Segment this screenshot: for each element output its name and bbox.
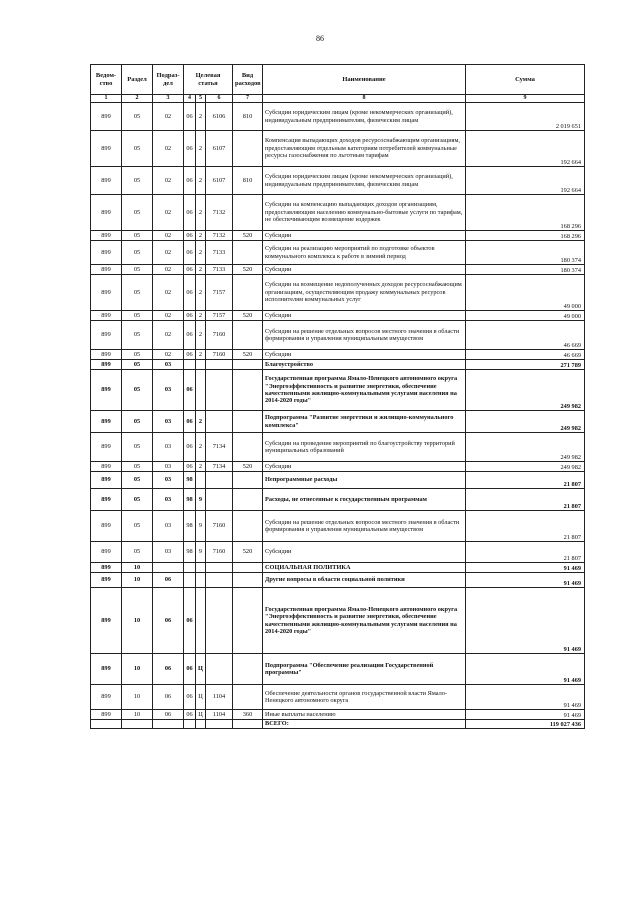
table-cell-target-subprogram: 9	[196, 542, 206, 563]
table-cell-expense-type	[233, 685, 263, 710]
table-cell-target-subprogram	[196, 588, 206, 654]
table-cell-target-subprogram	[196, 472, 206, 489]
table-cell-ved: 899	[91, 321, 122, 350]
table-row	[91, 588, 585, 654]
table-cell-name: Субсидии	[263, 462, 466, 472]
table-cell-target-code: 7133	[206, 265, 233, 275]
table-cell-target-subprogram	[196, 563, 206, 573]
table-cell-sum: 91 469	[466, 573, 585, 588]
table-cell-razdel: 10	[122, 710, 153, 720]
table-cell-target-program: 06	[184, 433, 196, 462]
table-cell-target-code	[206, 654, 233, 685]
table-cell-target-subprogram: 2	[196, 103, 206, 131]
table-cell-target-subprogram: 2	[196, 311, 206, 321]
table-cell-name: Субсидии	[263, 265, 466, 275]
table-cell-target-program: 06	[184, 195, 196, 231]
table-cell-target-program: 06	[184, 411, 196, 433]
table-cell-razdel: 05	[122, 103, 153, 131]
table-row	[91, 370, 585, 411]
table-cell-target-subprogram	[196, 360, 206, 370]
table-cell-sum: 21 807	[466, 489, 585, 511]
table-cell-razdel: 05	[122, 433, 153, 462]
table-cell-target-program: 06	[184, 131, 196, 167]
table-cell-razdel: 05	[122, 360, 153, 370]
table-cell-podrazdel: 06	[153, 685, 184, 710]
table-cell-razdel: 05	[122, 511, 153, 542]
table-cell-razdel: 05	[122, 275, 153, 311]
table-cell-ved: 899	[91, 511, 122, 542]
table-cell-ved: 899	[91, 195, 122, 231]
table-body	[91, 103, 585, 720]
table-cell-expense-type	[233, 511, 263, 542]
table-cell-target-code	[206, 573, 233, 588]
table-cell-name: Подпрограмма "Обеспечение реализации Государственной программы"	[263, 654, 466, 685]
table-cell-ved: 899	[91, 472, 122, 489]
header-name: Наименование	[263, 65, 466, 95]
table-row	[91, 472, 585, 489]
table-cell-expense-type: 520	[233, 462, 263, 472]
table-cell-expense-type	[233, 573, 263, 588]
table-cell-razdel: 05	[122, 241, 153, 265]
table-cell-name: Другие вопросы в области социальной политики	[263, 573, 466, 588]
table-cell-target-program: 06	[184, 654, 196, 685]
total-label: ВСЕГО:	[263, 720, 466, 729]
table-cell-razdel: 05	[122, 231, 153, 241]
table-cell-target-program: 98	[184, 542, 196, 563]
table-cell-target-code: 7134	[206, 433, 233, 462]
table-row	[91, 275, 585, 311]
table-cell-target-subprogram: 2	[196, 462, 206, 472]
header-target: Целевая статья	[184, 65, 233, 95]
table-cell-name: Расходы, не отнесенные к государственным программам	[263, 489, 466, 511]
table-cell-ved: 899	[91, 231, 122, 241]
table-row	[91, 241, 585, 265]
table-cell-sum: 2 019 651	[466, 103, 585, 131]
table-cell-target-subprogram: Ц	[196, 654, 206, 685]
table-cell-ved: 899	[91, 275, 122, 311]
table-cell-ved: 899	[91, 350, 122, 360]
table-cell-name: Благоустройство	[263, 360, 466, 370]
table-cell-expense-type: 360	[233, 710, 263, 720]
table-cell-target-code: 7157	[206, 275, 233, 311]
table-cell-sum: 49 000	[466, 275, 585, 311]
table-cell-ved: 899	[91, 563, 122, 573]
table-cell-name: Иные выплаты населению	[263, 710, 466, 720]
table-cell-target-code: 6107	[206, 131, 233, 167]
table-cell-target-program: 06	[184, 311, 196, 321]
total-sum: 119 027 436	[466, 720, 585, 729]
table-cell-podrazdel: 03	[153, 433, 184, 462]
table-cell-target-subprogram: 2	[196, 433, 206, 462]
table-cell-podrazdel: 02	[153, 311, 184, 321]
table-cell-sum: 21 807	[466, 542, 585, 563]
table-cell-target-code: 7160	[206, 542, 233, 563]
table-cell-razdel: 10	[122, 685, 153, 710]
table-row	[91, 710, 585, 720]
table-cell-sum: 91 469	[466, 563, 585, 573]
table-cell-target-code: 7160	[206, 321, 233, 350]
table-cell-podrazdel: 03	[153, 370, 184, 411]
table-cell-ved: 899	[91, 588, 122, 654]
table-cell-expense-type: 520	[233, 231, 263, 241]
table-row	[91, 542, 585, 563]
table-cell-razdel: 10	[122, 563, 153, 573]
column-number: 8	[263, 95, 466, 103]
table-cell-sum: 49 000	[466, 311, 585, 321]
table-cell-razdel: 05	[122, 462, 153, 472]
table-cell-target-code	[206, 411, 233, 433]
table-cell-target-subprogram: 2	[196, 195, 206, 231]
table-cell-name: Субсидии	[263, 350, 466, 360]
table-cell-podrazdel: 02	[153, 195, 184, 231]
table-cell-razdel: 05	[122, 265, 153, 275]
table-cell-sum: 180 374	[466, 265, 585, 275]
table-row	[91, 265, 585, 275]
header-razdel: Раздел	[122, 65, 153, 95]
table-cell-sum: 192 664	[466, 167, 585, 195]
table-cell-ved: 899	[91, 489, 122, 511]
table-cell-sum: 46 669	[466, 350, 585, 360]
table-cell-name: Непрограммные расходы	[263, 472, 466, 489]
table-cell-podrazdel: 03	[153, 360, 184, 370]
table-cell-podrazdel: 02	[153, 275, 184, 311]
table-cell-ved: 899	[91, 360, 122, 370]
table-row	[91, 350, 585, 360]
column-number: 2	[122, 95, 153, 103]
table-row	[91, 195, 585, 231]
table-cell-expense-type	[233, 588, 263, 654]
table-cell-target-subprogram: 2	[196, 350, 206, 360]
table-cell-name: Субсидии	[263, 311, 466, 321]
table-cell-target-code	[206, 370, 233, 411]
table-cell-razdel: 05	[122, 195, 153, 231]
table-cell-expense-type: 810	[233, 167, 263, 195]
table-cell-target-code	[206, 588, 233, 654]
table-cell-razdel: 05	[122, 350, 153, 360]
table-cell-razdel: 05	[122, 167, 153, 195]
table-cell-name: Государственная программа Ямало-Ненецкого автономного округа "Энергоэффективность и развитие энергетики, обеспечение качественными жилищно-коммунальными услугами населения на 2014-2020 годы"	[263, 370, 466, 411]
table-row	[91, 103, 585, 131]
table-cell-target-code: 7157	[206, 311, 233, 321]
table-cell-target-program: 06	[184, 265, 196, 275]
column-number: 3	[153, 95, 184, 103]
table-cell-expense-type	[233, 654, 263, 685]
table-cell-sum: 46 669	[466, 321, 585, 350]
table-cell-name: Субсидии на возмещение недополученных доходов ресурсоснабжающим организациям, осуществляющим продажу коммунальных ресурсов исполнителям коммунальных услуг	[263, 275, 466, 311]
table-cell-expense-type	[233, 411, 263, 433]
table-cell-name: Субсидии на реализацию мероприятий по подготовке объектов коммунального комплекса к работе в зимний период	[263, 241, 466, 265]
table-cell-expense-type	[233, 563, 263, 573]
table-cell-expense-type: 520	[233, 265, 263, 275]
table-cell-expense-type	[233, 275, 263, 311]
table-cell-target-subprogram	[196, 370, 206, 411]
table-cell-expense-type	[233, 195, 263, 231]
table-cell-target-program: 06	[184, 370, 196, 411]
table-cell-expense-type	[233, 433, 263, 462]
table-row	[91, 311, 585, 321]
table-cell-sum: 21 807	[466, 511, 585, 542]
table-cell-target-code: 7134	[206, 462, 233, 472]
column-number: 1	[91, 95, 122, 103]
table-cell-sum: 249 982	[466, 370, 585, 411]
table-cell-ved: 899	[91, 167, 122, 195]
table-cell-target-program	[184, 563, 196, 573]
table-row	[91, 563, 585, 573]
table-row	[91, 411, 585, 433]
table-cell-sum: 180 374	[466, 241, 585, 265]
table-row	[91, 462, 585, 472]
table-cell-razdel: 05	[122, 131, 153, 167]
table-cell-sum: 91 469	[466, 588, 585, 654]
table-cell-ved: 899	[91, 573, 122, 588]
column-number: 5	[196, 95, 206, 103]
header-vid: Вид расходов	[233, 65, 263, 95]
table-cell-podrazdel: 06	[153, 654, 184, 685]
table-cell-name: Субсидии юридическим лицам (кроме некоммерческих организаций), индивидуальным предпринимателям, физическим лицам	[263, 103, 466, 131]
table-cell-target-program: 06	[184, 241, 196, 265]
table-cell-sum: 271 789	[466, 360, 585, 370]
table-cell-target-program: 98	[184, 472, 196, 489]
table-cell-target-code: 1104	[206, 685, 233, 710]
table-cell-target-program: 06	[184, 462, 196, 472]
table-cell-name: Подпрограмма "Развитие энергетики и жилищно-коммунального комплекса"	[263, 411, 466, 433]
table-cell-razdel: 10	[122, 573, 153, 588]
table-cell-ved: 899	[91, 311, 122, 321]
table-cell-ved: 899	[91, 265, 122, 275]
table-cell-podrazdel: 02	[153, 241, 184, 265]
table-cell-target-program: 06	[184, 710, 196, 720]
table-row	[91, 167, 585, 195]
table-cell-target-code: 6106	[206, 103, 233, 131]
table-cell-target-program: 06	[184, 321, 196, 350]
table-cell-target-subprogram: 2	[196, 275, 206, 311]
table-cell-ved: 899	[91, 462, 122, 472]
table-cell-target-subprogram: 2	[196, 411, 206, 433]
table-cell-target-subprogram: 2	[196, 131, 206, 167]
column-number: 7	[233, 95, 263, 103]
table-cell-podrazdel: 03	[153, 462, 184, 472]
table-cell-name: Субсидии на компенсацию выпадающих доходов организациям, предоставляющим населению коммунально-бытовые услуги по тарифам, не обеспечивающим возмещение издержек	[263, 195, 466, 231]
table-cell-target-code: 7132	[206, 195, 233, 231]
table-cell-target-subprogram: 2	[196, 167, 206, 195]
table-cell-expense-type	[233, 131, 263, 167]
table-cell-sum: 192 664	[466, 131, 585, 167]
table-cell-podrazdel: 06	[153, 710, 184, 720]
table-cell-target-subprogram: 2	[196, 231, 206, 241]
table-cell-podrazdel	[153, 563, 184, 573]
table-cell-podrazdel: 02	[153, 350, 184, 360]
budget-table	[90, 64, 585, 729]
table-cell-ved: 899	[91, 685, 122, 710]
table-row	[91, 360, 585, 370]
table-cell-sum: 168 296	[466, 231, 585, 241]
table-cell-target-code: 7160	[206, 511, 233, 542]
page-number: 86	[316, 34, 324, 43]
table-cell-expense-type	[233, 241, 263, 265]
table-cell-target-code: 1104	[206, 710, 233, 720]
table-cell-name: Субсидии	[263, 542, 466, 563]
table-cell-razdel: 05	[122, 370, 153, 411]
table-cell-podrazdel: 02	[153, 167, 184, 195]
header-ved: Ведом-ство	[91, 65, 122, 95]
table-cell-podrazdel: 02	[153, 321, 184, 350]
table-cell-sum: 91 469	[466, 710, 585, 720]
table-cell-razdel: 10	[122, 588, 153, 654]
table-cell-name: Государственная программа Ямало-Ненецкого автономного округа "Энергоэффективность и развитие энергетики, обеспечение качественными жилищно-коммунальными услугами населения на 2014-2020 годы"	[263, 588, 466, 654]
table-cell-target-subprogram: 2	[196, 241, 206, 265]
table-cell-target-subprogram: Ц	[196, 685, 206, 710]
table-cell-expense-type: 520	[233, 350, 263, 360]
table-cell-ved: 899	[91, 370, 122, 411]
table-cell-target-subprogram: 9	[196, 511, 206, 542]
table-row	[91, 321, 585, 350]
table-cell-sum: 249 982	[466, 462, 585, 472]
table-cell-target-program: 06	[184, 103, 196, 131]
table-cell-podrazdel: 03	[153, 542, 184, 563]
table-cell-name: Субсидии юридическим лицам (кроме некоммерческих организаций), индивидуальным предпринимателям, физическим лицам	[263, 167, 466, 195]
table-cell-name: Компенсация выпадающих доходов ресурсоснабжающим организациям, предоставляющим отдельным категориям потребителей коммунальные ресурсы газоснабжения по льготным тарифам	[263, 131, 466, 167]
table-row	[91, 131, 585, 167]
column-number: 9	[466, 95, 585, 103]
table-cell-target-subprogram: 2	[196, 265, 206, 275]
table-cell-sum: 91 469	[466, 654, 585, 685]
table-cell-target-code: 7133	[206, 241, 233, 265]
header-podrazdel: Подраз-дел	[153, 65, 184, 95]
table-cell-name: Субсидии на проведение мероприятий по благоустройству территорий муниципальных образований	[263, 433, 466, 462]
table-cell-target-code: 7160	[206, 350, 233, 360]
table-cell-ved: 899	[91, 411, 122, 433]
table-cell-ved: 899	[91, 103, 122, 131]
table-cell-ved: 899	[91, 542, 122, 563]
column-number-row	[91, 95, 585, 103]
table-cell-ved: 899	[91, 241, 122, 265]
table-cell-podrazdel: 03	[153, 472, 184, 489]
table-cell-podrazdel: 02	[153, 231, 184, 241]
table-cell-expense-type	[233, 360, 263, 370]
table-cell-ved: 899	[91, 710, 122, 720]
table-cell-name: Субсидии на решение отдельных вопросов местного значения в области формирования и управления муниципальным имуществом	[263, 321, 466, 350]
table-cell-target-program: 06	[184, 588, 196, 654]
table-cell-target-program: 98	[184, 489, 196, 511]
table-cell-target-program: 98	[184, 511, 196, 542]
table-cell-target-subprogram: 9	[196, 489, 206, 511]
table-cell-expense-type	[233, 370, 263, 411]
table-cell-target-program: 06	[184, 167, 196, 195]
column-number: 6	[206, 95, 233, 103]
table-cell-target-code: 6107	[206, 167, 233, 195]
table-row	[91, 685, 585, 710]
table-cell-podrazdel: 02	[153, 265, 184, 275]
table-cell-target-program: 06	[184, 350, 196, 360]
table-cell-razdel: 05	[122, 321, 153, 350]
table-cell-podrazdel: 06	[153, 573, 184, 588]
table-cell-target-code: 7132	[206, 231, 233, 241]
table-cell-expense-type: 520	[233, 311, 263, 321]
header-sum: Сумма	[466, 65, 585, 95]
table-cell-target-program: 06	[184, 685, 196, 710]
table-cell-podrazdel: 03	[153, 489, 184, 511]
table-cell-podrazdel: 02	[153, 103, 184, 131]
table-cell-ved: 899	[91, 433, 122, 462]
table-cell-expense-type: 810	[233, 103, 263, 131]
table-cell-name: Обеспечение деятельности органов государственной власти Ямало-Ненецкого автономного округа	[263, 685, 466, 710]
table-cell-target-subprogram: Ц	[196, 710, 206, 720]
table-row	[91, 511, 585, 542]
table-row	[91, 433, 585, 462]
table-row	[91, 654, 585, 685]
total-row	[91, 720, 585, 729]
table-cell-target-program: 06	[184, 275, 196, 311]
table-cell-razdel: 05	[122, 411, 153, 433]
table-cell-podrazdel: 03	[153, 411, 184, 433]
table-cell-target-code	[206, 472, 233, 489]
table-cell-razdel: 05	[122, 311, 153, 321]
table-cell-name: Субсидии на решение отдельных вопросов местного значения в области формирования и управления муниципальным имуществом	[263, 511, 466, 542]
table-cell-razdel: 05	[122, 472, 153, 489]
table-cell-ved: 899	[91, 131, 122, 167]
table-cell-sum: 91 469	[466, 685, 585, 710]
table-cell-podrazdel: 02	[153, 131, 184, 167]
table-cell-podrazdel: 03	[153, 511, 184, 542]
table-cell-sum: 168 296	[466, 195, 585, 231]
table-cell-target-program: 06	[184, 231, 196, 241]
column-number: 4	[184, 95, 196, 103]
table-cell-target-code	[206, 489, 233, 511]
table-cell-expense-type	[233, 472, 263, 489]
table-cell-target-subprogram	[196, 573, 206, 588]
table-row	[91, 573, 585, 588]
table-cell-razdel: 05	[122, 542, 153, 563]
table-cell-name: Субсидии	[263, 231, 466, 241]
table-cell-podrazdel: 06	[153, 588, 184, 654]
table-cell-target-program	[184, 360, 196, 370]
table-row	[91, 489, 585, 511]
table-cell-expense-type: 520	[233, 542, 263, 563]
table-cell-target-code	[206, 563, 233, 573]
table-row	[91, 231, 585, 241]
table-cell-name: СОЦИАЛЬНАЯ ПОЛИТИКА	[263, 563, 466, 573]
table-cell-target-program	[184, 573, 196, 588]
table-cell-sum: 21 807	[466, 472, 585, 489]
table-cell-target-subprogram: 2	[196, 321, 206, 350]
table-cell-sum: 249 982	[466, 433, 585, 462]
table-cell-target-code	[206, 360, 233, 370]
table-cell-sum: 249 982	[466, 411, 585, 433]
table-cell-razdel: 05	[122, 489, 153, 511]
header-row	[91, 65, 585, 95]
table-cell-expense-type	[233, 321, 263, 350]
table-cell-razdel: 10	[122, 654, 153, 685]
table-cell-ved: 899	[91, 654, 122, 685]
table-cell-expense-type	[233, 489, 263, 511]
